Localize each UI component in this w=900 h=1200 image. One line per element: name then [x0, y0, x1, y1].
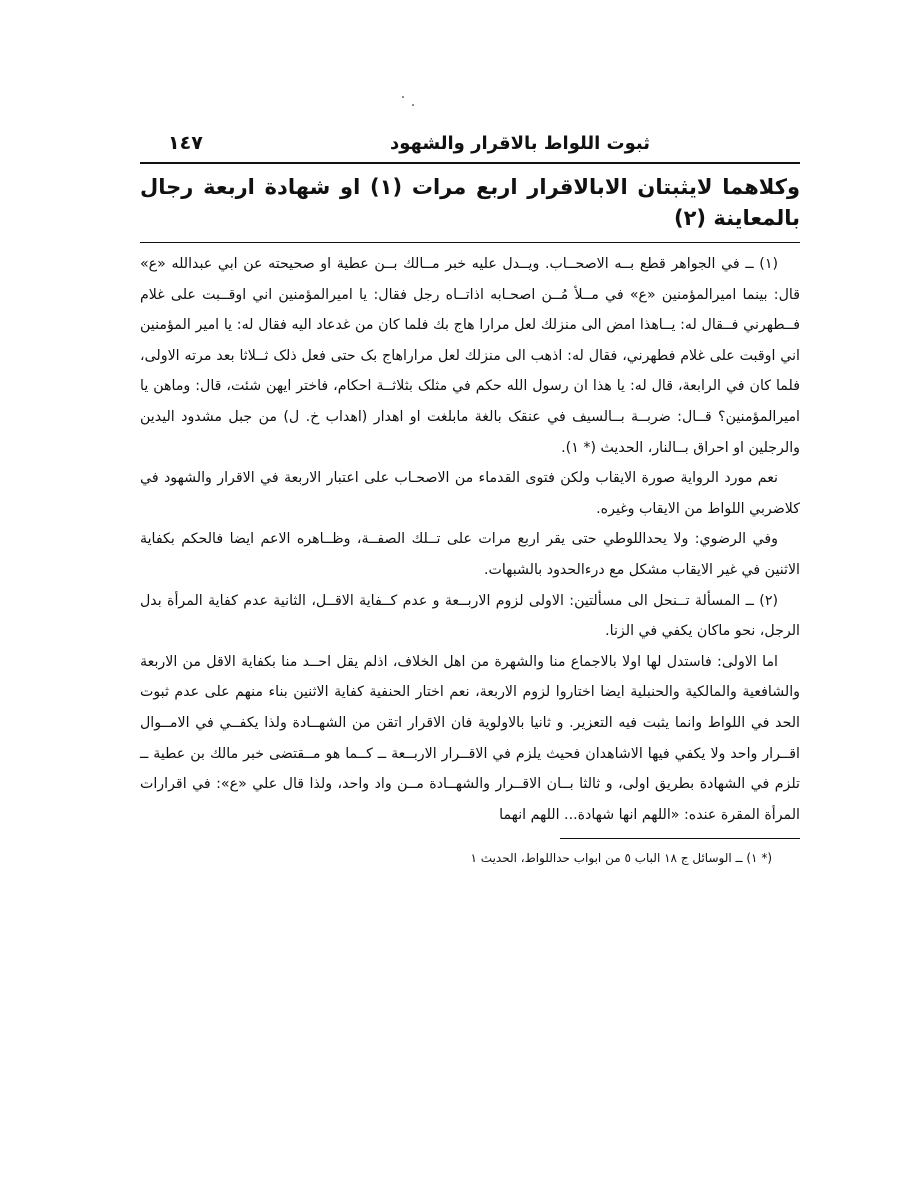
- footnote-divider: [560, 838, 800, 839]
- scan-speck: [402, 96, 404, 98]
- book-page: [140, 128, 800, 869]
- running-title: ثبوت اللواط بالاقرار والشهود: [390, 133, 650, 154]
- commentary-paragraph: (٢) ــ المسألة تــنحل الى مسألتين: الاولى لزوم الاربــعة و عدم كــفاية الاقــل، الثانية عدم كفاية المرأة بدل الرجل، نحو ماكان يكفي في الزنا.: [140, 592, 800, 640]
- running-header: [140, 128, 800, 164]
- page-number: ١٤٧: [168, 132, 203, 154]
- main-text: وكلاهما لايثبتان الابالاقرار اربع مرات (١) او شهادة اربعة رجال بالمعاينة (٢): [140, 175, 801, 230]
- footnote: (* ١) ــ الوسائل ج ١٨ الباب ٥ من ابواب حداللواط، الحديث ١: [470, 851, 772, 866]
- commentary: [140, 249, 800, 830]
- commentary-paragraph: نعم مورد الرواية صورة الايقاب ولكن فتوى القدماء من الاصحـاب على اعتبار الاربعة في الاقرار والشهود في كلاضربي اللواط من الايقاب وغيره.: [140, 470, 800, 517]
- commentary-paragraph: اما الاولى: فاستدل لها اولا بالاجماع منا والشهرة من اهل الخلاف، اذلم يقل احــد منا بكفاية الاقل من الاربعة والشافعية والمالكية والحنبلية ايضا اختاروا لزوم الاربعة، نعم اختار الحنفية كفاية الاثنين بناء منهم على عدم ثبوت الحد في اللواط وانما يثبت فيه التعزير. و ثانيا بالاولوية فان الاقرار اتقن من الشهــادة ولذا يكفــي في الامــوال اقــرار واحد ولا يكفي فيها الاشاهدان فحيث يلزم في الاقــرار الاربــعة ــ كــما هو مــقتضى خبر مالك بن عطية ــ تلزم في الشهادة بطريق اولى، و ثالثا بــان الاقــرار والشهــادة مــن واد واحد، ولذا قال علي «ع»: في اقرارات المرأة المقرة عنده: «اللهم انها شهادة... اللهم انهما: [140, 653, 800, 823]
- text-divider: [140, 242, 800, 243]
- commentary-paragraph: (١) ــ في الجواهر قطع بــه الاصحــاب. ويــدل عليه خبر مــالك بــن عطية او صحيحته عن ابي عبدالله «ع» قال: بينما اميرالمؤمنين «ع» في مــلأ مُــن اصحـابه اذاتــاه رجل فقال: يا اميرالمؤمنين اني اوقــبت على غلام فــطهرني فــقال له: يــاهذا امض الى منزلك لعل مرارا هاج بك فلما كان من غدعاد اليه فقال له: يا امير المؤمنين اني اوقبت على غلام فطهرني، فقال له: اذهب الى منزلك لعل مراراهاج بک حتى فعل ذلک ثــلاثا بعد مرته الاولى، فلما كان في الرابعة، قال له: يا هذا ان رسول الله حكم في مثلک بثلاثــة احكام، فاختر ايهن شئت، قال: وماهن يا اميرالمؤمنين؟ قــال: ضربــة بــالسيف في عنقک بالغة مابلغت او اهدار (اهداب خ. ل) من جبل مشدود اليدين والرجلين او احراق بــالنار، الحديث (* ١).: [140, 256, 800, 456]
- commentary-paragraph: وفي الرضوي: ولا يحداللوطي حتى يقر اربع مرات على تــلك الصفــة، وظــاهره الاعم ايضا فالحكم بكفاية الاثنين في غير الايقاب مشكل مع درءالحدود بالشبهات.: [140, 531, 800, 578]
- scan-speck: [412, 104, 414, 106]
